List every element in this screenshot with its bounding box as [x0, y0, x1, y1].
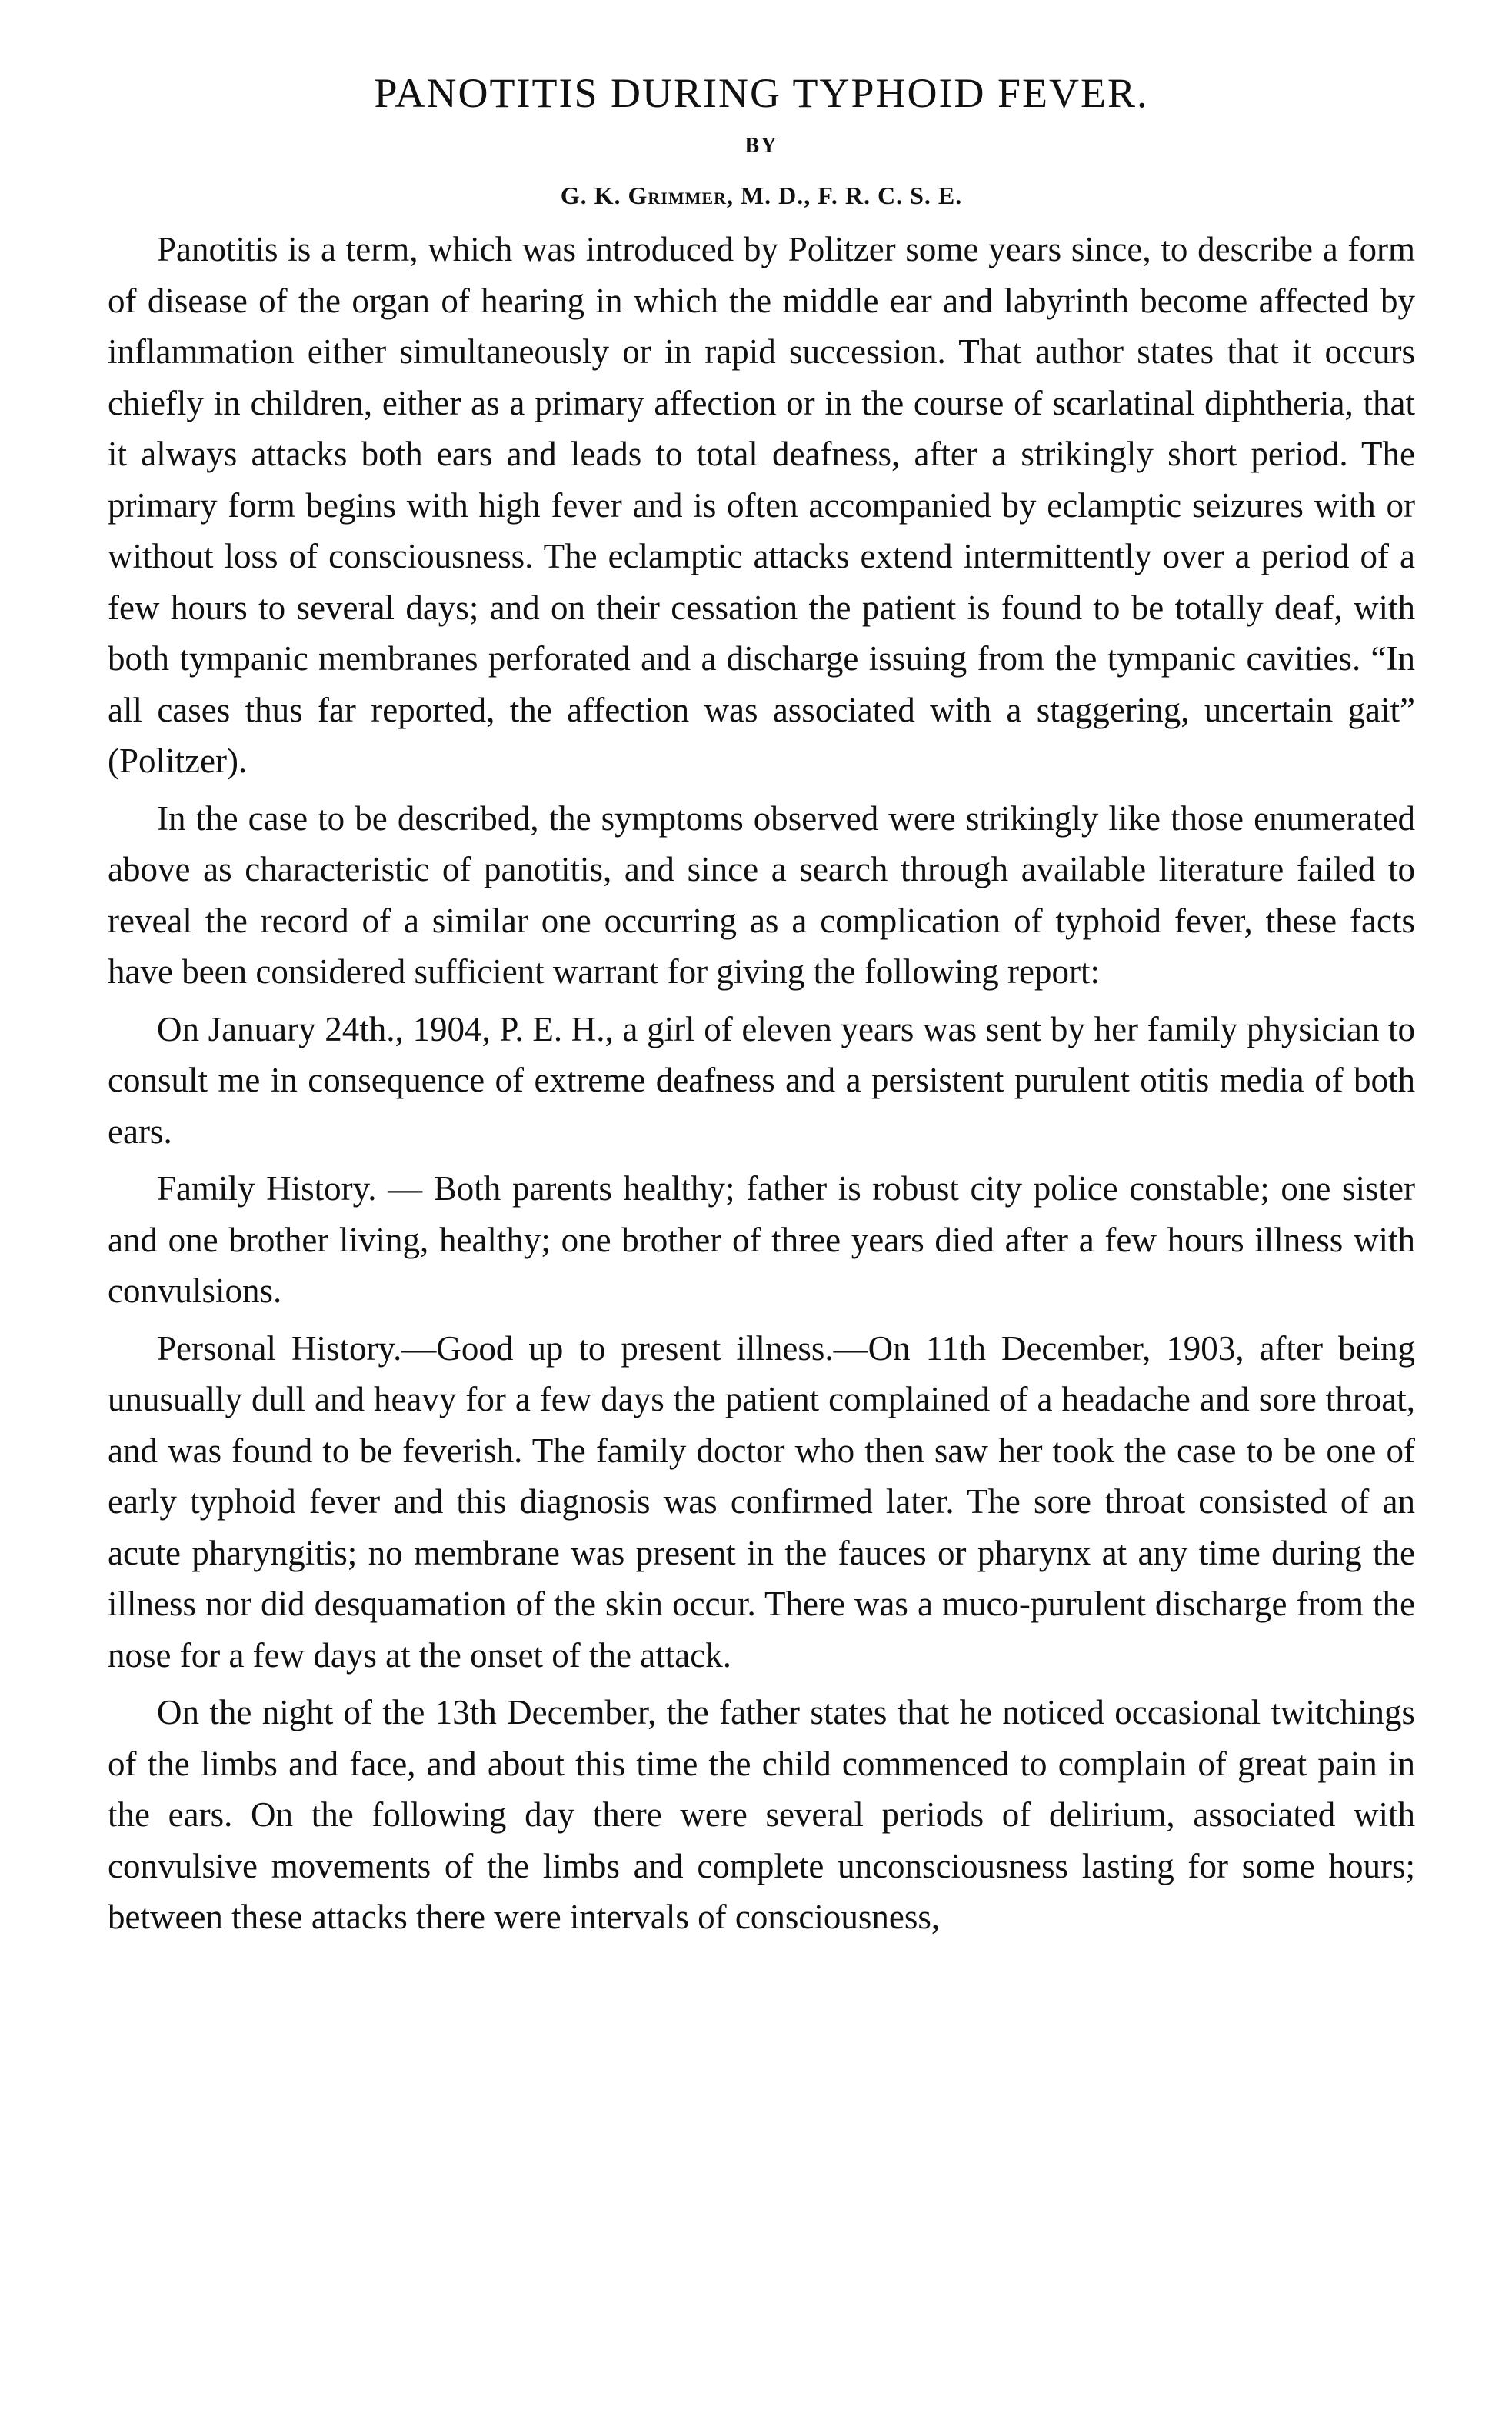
paragraph-personal-history: Personal History.—Good up to present illness.—On 11th December, 1903, after being unusually dull and heavy for a few days the patient complained of a headache and sore throat, and was found to be feverish. The family doctor who then saw her took the case to be one of early typhoid fever and this diagnosis was confirmed later. The sore throat consisted of an acute pharyngitis; no membrane was present in the fauces or pharynx at any time during the illness nor did desquamation of the skin occur. There was a muco-purulent discharge from the nose for a few days at the onset of the attack. — [108, 1328, 1415, 1675]
article-page — [108, 69, 1415, 1943]
paragraph-intro: Panotitis is a term, which was introduced by Politzer some years since, to describe a form of disease of the organ of hearing in which the middle ear and labyrinth become affected by inflammation either simultaneously or in rapid succession. That author states that it occurs chiefly in children, either as a primary affection or in the course of scarlatinal diphtheria, that it always attacks both ears and leads to total deafness, after a strikingly short period. The primary form begins with high fever and is often accompanied by eclamptic seizures with or without loss of consciousness. The eclamptic attacks extend intermittently over a period of a few hours to several days; and on their cessation the patient is found to be totally deaf, with both tympanic membranes perforated and a discharge issuing from the tympanic cavities. “In all cases thus far reported, the affection was associated with a staggering, uncertain gait” (Politzer). — [108, 230, 1415, 780]
paragraph-course: On the night of the 13th December, the father states that he noticed occasional twitchings of the limbs and face, and about this time the child commenced to complain of great pain in the ears. On the following day there were several periods of delirium, associated with convulsive movements of the limbs and complete unconsciousness lasting for some hours; between these attacks there were intervals of consciousness, — [108, 1693, 1415, 1936]
byline: BY — [744, 134, 778, 158]
paragraph-presentation: On January 24th., 1904, P. E. H., a girl of eleven years was sent by her family physician to consult me in consequence of extreme deafness and a persistent purulent otitis media of both ears. — [108, 1009, 1415, 1151]
article-title: PANOTITIS DURING TYPHOID FEVER. — [374, 70, 1149, 116]
author-line: G. K. Grimmer, M. D., F. R. C. S. E. — [560, 182, 963, 209]
paragraph-family-history: Family History. — Both parents healthy; father is robust city police constable; one sister and one brother living, healthy; one brother of three years died after a few hours illness with convulsions. — [108, 1169, 1415, 1310]
paragraph-case-description: In the case to be described, the symptoms observed were strikingly like those enumerated above as characteristic of panotitis, and since a search through available literature failed to reveal the record of a similar one occurring as a complication of typhoid fever, these facts have been considered sufficient warrant for giving the following report: — [108, 798, 1415, 991]
